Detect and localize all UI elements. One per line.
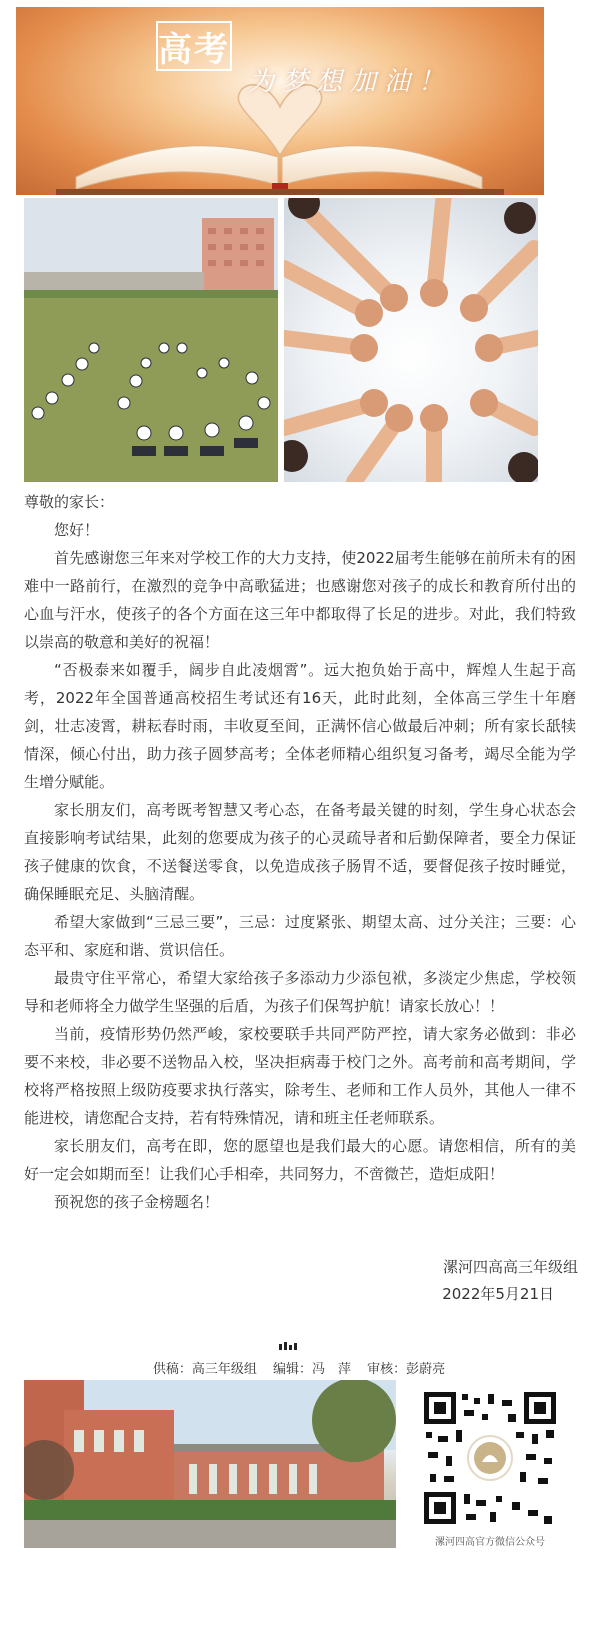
credit-editor: 编辑：冯 萍 (272, 1362, 351, 1377)
qr-code-icon (416, 1386, 564, 1532)
qr-caption: 漯河四高官方微信公众号 (435, 1537, 545, 1548)
fists-circle-photo (284, 198, 538, 482)
letter-closing: 预祝您的孩子金榜题名！ (54, 1193, 220, 1211)
open-book-illustration (16, 7, 544, 195)
qr-code-panel (416, 1386, 564, 1550)
credits-line (0, 1358, 598, 1377)
letter-paragraph: 家长朋友们，高考既考智慧又考心态，在备考最关键的时刻，学生身心状态会直接影响考试结果，此刻的您要成为孩子的心灵疏导者和后勤保障者，要全力保证孩子健康的饮食，不送餐送零食，以免造成孩子肠胃不适，要督促孩子按时睡觉，确保睡眠充足、头脑清醒。 (24, 801, 576, 903)
signature-org: 漯河四高高三年级组 (442, 1258, 578, 1276)
letter-paragraph: 家长朋友们，高考在即，您的愿望也是我们最大的心愿。请您相信，所有的美好一定会如期而至！让我们心手相牵，共同努力，不啻微芒，造炬成阳！ (24, 1137, 576, 1183)
letter-paragraph: 首先感谢您三年来对学校工作的大力支持，使2022届考生能够在前所未有的困难中一路前行，在激烈的竞争中高歌猛进；也感谢您对孩子的成长和教育所付出的心血与汗水，使孩子的各个方面在这三年中都取得了长足的进步。对此，我们特致以崇高的敬意和美好的祝福！ (24, 549, 576, 651)
credit-reviewer: 审核：彭蔚亮 (367, 1362, 446, 1377)
credit-contributor: 供稿：高三年级组 (152, 1362, 257, 1377)
divider-mark-icon (279, 1342, 301, 1350)
letter-greeting: 您好！ (54, 521, 100, 539)
letter-paragraph: 当前，疫情形势仍然严峻，家校要联手共同严防严控，请大家务必做到：非必要不来校，非必要不送物品入校，坚决拒病毒于校门之外。高考前和高考期间，学校将严格按照上级防疫要求执行落实，除考生、老师和工作人员外，其他人一律不能进校，请您配合支持，若有特殊情况，请和班主任老师联系。 (24, 1025, 576, 1127)
letter-salutation: 尊敬的家长： (24, 493, 115, 511)
letter-paragraph: “否极泰来如覆手，阔步自此凌烟霄”。远大抱负始于高中，辉煌人生起于高考，2022年全国普通高校招生考试还有16天，此时此刻，全体高三学生十年磨剑，壮志凌霄，耕耘春时雨，丰收夏至间，正满怀信心做最后冲刺；所有家长舐犊情深，倾心付出，助力孩子圆梦高考；全体老师精心组织复习备考，竭尽全能为学生增分赋能。 (24, 661, 576, 791)
school-building-photo (24, 1380, 396, 1548)
letter-paragraph: 最贵守住平常心，希望大家给孩子多添动力少添包袱，多淡定少焦虑，学校领导和老师将全力做学生坚强的后盾，为孩子们保驾护航！请家长放心！！ (24, 969, 576, 1015)
students-field-photo (24, 198, 278, 482)
letter-paragraph: 希望大家做到“三忌三要”，三忌：过度紧张、期望太高、过分关注；三要：心态平和、家庭和谐、赏识信任。 (24, 913, 576, 959)
letter-body (24, 488, 576, 1216)
banner-subtitle: 为梦想加油！ (248, 67, 453, 97)
signature-date: 2022年5月21日 (442, 1285, 554, 1303)
banner-image (16, 7, 544, 195)
banner-title: 高考 (156, 21, 232, 71)
